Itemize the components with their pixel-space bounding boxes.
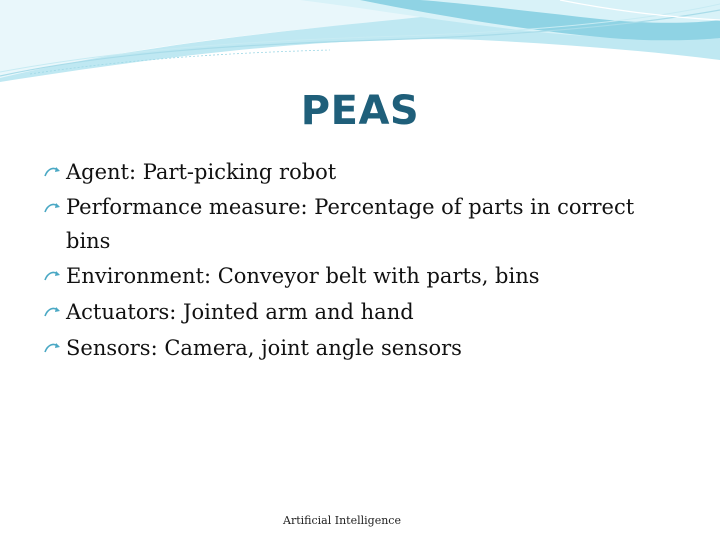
- bullet-item-actuators: [44, 294, 684, 330]
- bullet-item-agent: [44, 154, 684, 190]
- bullet-text: Sensors: Camera, joint angle sensors: [66, 336, 462, 360]
- bullet-list: [44, 154, 684, 366]
- slide-title: [0, 88, 720, 134]
- curved-arrow-bullet-icon: [44, 190, 64, 226]
- bullet-text: Actuators: Jointed arm and hand: [66, 300, 414, 324]
- curved-arrow-bullet-icon: [44, 294, 64, 330]
- bullet-item-performance: [44, 190, 684, 258]
- curved-arrow-bullet-icon: [44, 330, 64, 366]
- header-wave-decoration: [0, 0, 720, 90]
- curved-arrow-bullet-icon: [44, 154, 64, 190]
- bullet-text: Agent: Part-picking robot: [66, 160, 337, 184]
- slide-footer: Artificial Intelligence: [283, 514, 401, 527]
- bullet-text: Environment: Conveyor belt with parts, bins: [66, 264, 540, 288]
- curved-arrow-bullet-icon: [44, 258, 64, 294]
- slide-title-text: PEAS: [300, 88, 420, 134]
- bullet-text: Performance measure: Percentage of parts in correct bins: [66, 195, 635, 253]
- bullet-item-environment: [44, 258, 684, 294]
- bullet-item-sensors: [44, 330, 684, 366]
